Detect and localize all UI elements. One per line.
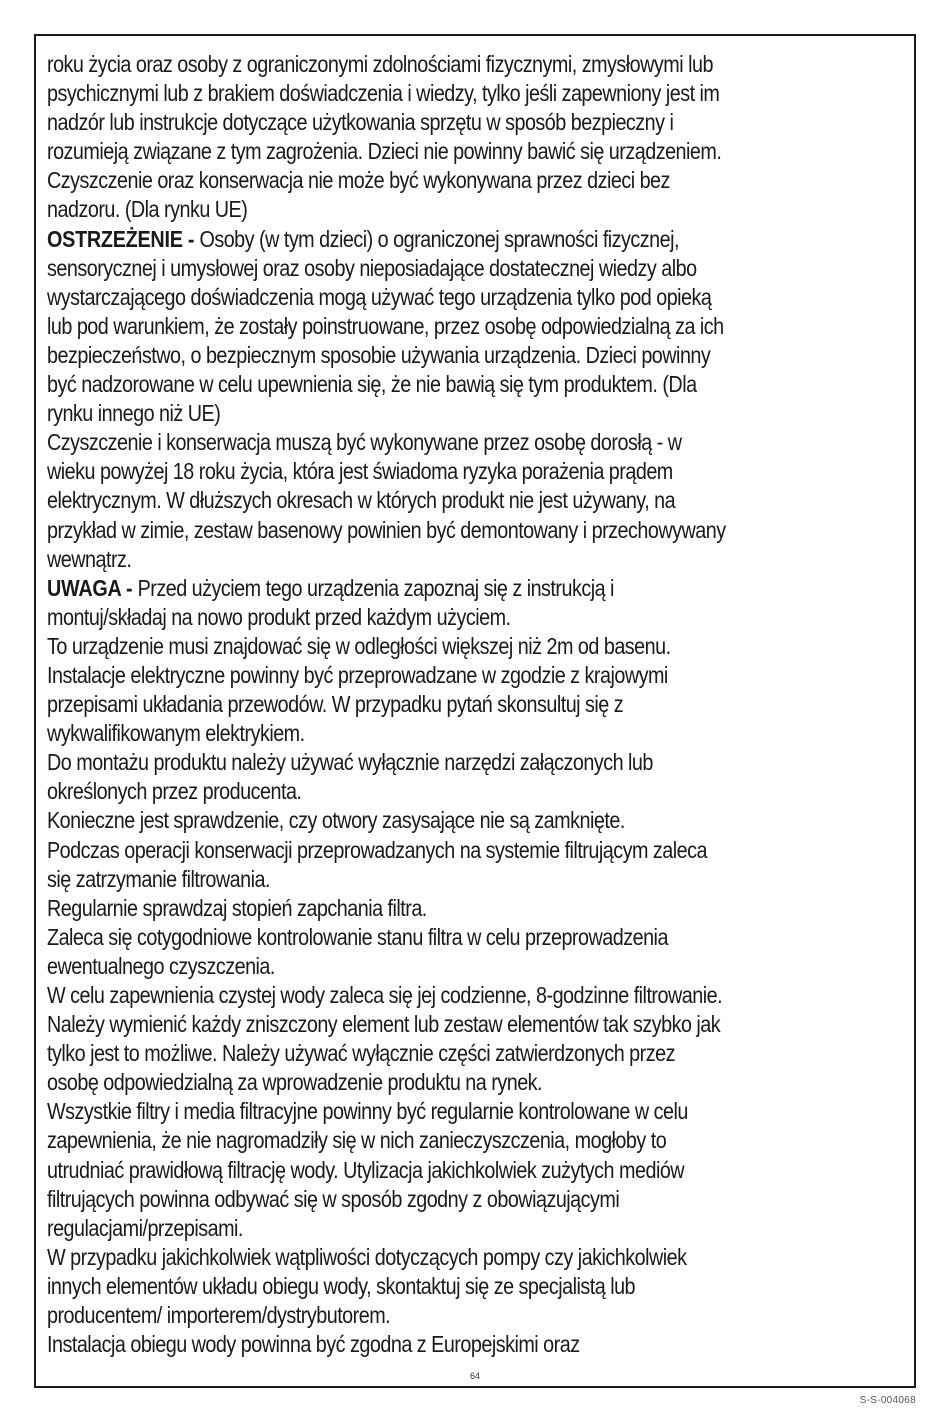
text-line	[47, 865, 792, 894]
text-line-content: przykład w zimie, zestaw basenowy powinien być demontowany i przechowywany	[47, 516, 726, 543]
text-line-content: nadzoru. (Dla rynku UE)	[47, 196, 248, 223]
text-line	[47, 79, 792, 108]
text-line-content: roku życia oraz osoby z ograniczonymi zdolnościami fizycznymi, zmysłowymi lub	[47, 51, 713, 77]
text-line-content: zapewnienia, że nie nagromadziły się w nich zanieczyszczenia, mogłoby to	[47, 1127, 667, 1154]
text-line-content: Osoby (w tym dzieci) o ograniczonej sprawności fizycznej,	[199, 225, 680, 252]
text-line	[47, 137, 792, 166]
text-line-content: montuj/składaj na nowo produkt przed każdym użyciem.	[47, 603, 511, 630]
text-line-content: Instalacja obiegu wody powinna być zgodna z Europejskimi oraz	[47, 1331, 580, 1358]
text-line	[47, 806, 792, 835]
text-line-content: wieku powyżej 18 roku życia, która jest świadoma ryzyka porażenia prądem	[47, 458, 673, 485]
text-line	[47, 195, 792, 224]
text-line-content: sensorycznej i umysłowej oraz osoby nieposiadające dostatecznej wiedzy albo	[47, 254, 697, 281]
body-text	[47, 50, 913, 1359]
text-line-content: wewnątrz.	[47, 545, 132, 572]
text-line-content: elektrycznym. W dłuższych okresach w których produkt nie jest używany, na	[47, 487, 676, 514]
text-line	[47, 399, 792, 428]
text-line	[47, 661, 792, 690]
text-line-content: Należy wymienić każdy zniszczony element lub zestaw elementów tak szybko jak	[47, 1011, 721, 1038]
text-line-content: regulacjami/przepisami.	[47, 1214, 243, 1241]
text-line	[47, 923, 792, 952]
text-line-content: Zaleca się cotygodniowe kontrolowanie stanu filtra w celu przeprowadzenia	[47, 923, 668, 950]
text-line-content: Podczas operacji konserwacji przeprowadzanych na systemie filtrującym zaleca	[47, 836, 707, 863]
text-line-content: Konieczne jest sprawdzenie, czy otwory zasysające nie są zamknięte.	[47, 807, 625, 834]
text-line-content: tylko jest to możliwe. Należy używać wyłącznie części zatwierdzonych przez	[47, 1040, 675, 1067]
text-line	[47, 952, 792, 981]
text-line-content: Do montażu produktu należy używać wyłącznie narzędzi załączonych lub	[47, 749, 653, 776]
document-code: S-S-004068	[859, 1395, 916, 1406]
text-line	[47, 428, 792, 457]
text-line-content: W celu zapewnienia czystej wody zaleca się jej codzienne, 8-godzinne filtrowanie.	[47, 982, 723, 1008]
text-line-content: wystarczającego doświadczenia mogą używać tego urządzenia tylko pod opieką	[47, 283, 712, 310]
text-line	[47, 341, 792, 370]
text-line-content: innych elementów układu obiegu wody, skontaktuj się ze specjalistą lub	[47, 1272, 636, 1299]
text-line-content: przepisami układania przewodów. W przypadku pytań skonsultuj się z	[47, 691, 624, 718]
text-line-content: W przypadku jakichkolwiek wątpliwości dotyczących pompy czy jakichkolwiek	[47, 1243, 687, 1270]
text-line	[47, 108, 792, 137]
text-line-content: być nadzorowane w celu upewnienia się, że nie bawią się tym produktem. (Dla	[47, 371, 697, 398]
text-line	[47, 370, 792, 399]
text-line	[47, 1214, 792, 1243]
text-line	[47, 225, 792, 254]
text-line-content: rozumieją związane z tym zagrożenia. Dzieci nie powinny bawić się urządzeniem.	[47, 138, 722, 165]
text-line	[47, 603, 792, 632]
text-line	[47, 894, 792, 923]
text-line-content: Czyszczenie i konserwacja muszą być wykonywane przez osobę dorosłą - w	[47, 429, 682, 456]
text-line-content: rynku innego niż UE)	[47, 400, 221, 427]
text-line-content: określonych przez producenta.	[47, 778, 302, 805]
text-line-content: To urządzenie musi znajdować się w odległości większej niż 2m od basenu.	[47, 632, 671, 659]
text-line	[47, 1272, 792, 1301]
text-line	[47, 254, 792, 283]
text-line	[47, 1301, 792, 1330]
warning-label: OSTRZEŻENIE -	[47, 225, 200, 252]
text-line	[47, 632, 792, 661]
text-line	[47, 1330, 792, 1359]
text-line	[47, 457, 792, 486]
text-line	[47, 545, 792, 574]
text-line	[47, 50, 792, 79]
text-line-content: ewentualnego czyszczenia.	[47, 952, 275, 979]
text-line-content: osobę odpowiedzialną za wprowadzenie produktu na rynek.	[47, 1069, 543, 1096]
text-line	[47, 981, 792, 1010]
text-line	[47, 1243, 792, 1272]
text-line-content: Przed użyciem tego urządzenia zapoznaj się z instrukcją i	[137, 574, 614, 601]
text-line	[47, 719, 792, 748]
text-line-content: Czyszczenie oraz konserwacja nie może być wykonywana przez dzieci bez	[47, 167, 670, 194]
text-line	[47, 1097, 792, 1126]
text-line-content: Instalacje elektryczne powinny być przeprowadzane w zgodzie z krajowymi	[47, 661, 668, 688]
page-number: 64	[469, 1371, 480, 1381]
warning-label: UWAGA -	[47, 574, 138, 601]
text-line-content: lub pod warunkiem, że zostały poinstruowane, przez osobę odpowiedzialną za ich	[47, 312, 724, 339]
text-line	[47, 1039, 792, 1068]
text-line-content: producentem/ importerem/dystrybutorem.	[47, 1302, 391, 1329]
text-line	[47, 312, 792, 341]
text-line-content: bezpieczeństwo, o bezpiecznym sposobie używania urządzenia. Dzieci powinny	[47, 341, 711, 368]
text-line	[47, 1126, 792, 1155]
text-line	[47, 777, 792, 806]
text-line-content: utrudniać prawidłową filtrację wody. Utylizacja jakichkolwiek zużytych mediów	[47, 1156, 685, 1183]
text-line	[47, 1185, 792, 1214]
text-line	[47, 1010, 792, 1039]
text-line	[47, 1068, 792, 1097]
text-line-content: się zatrzymanie filtrowania.	[47, 865, 271, 892]
text-line	[47, 486, 792, 515]
text-line-content: Wszystkie filtry i media filtracyjne powinny być regularnie kontrolowane w celu	[47, 1098, 688, 1125]
text-line	[47, 574, 792, 603]
text-line-content: psychicznymi lub z brakiem doświadczenia i wiedzy, tylko jeśli zapewniony jest im	[47, 80, 720, 107]
text-line	[47, 836, 792, 865]
text-line	[47, 516, 792, 545]
text-line	[47, 283, 792, 312]
text-line	[47, 166, 792, 195]
text-line-content: filtrujących powinna odbywać się w sposób zgodny z obowiązującymi	[47, 1185, 620, 1212]
text-line-content: Regularnie sprawdzaj stopień zapchania filtra.	[47, 894, 427, 921]
text-line	[47, 690, 792, 719]
text-line-content: wykwalifikowanym elektrykiem.	[47, 720, 305, 747]
text-line	[47, 1156, 792, 1185]
text-line	[47, 748, 792, 777]
text-line-content: nadzór lub instrukcje dotyczące użytkowania sprzętu w sposób bezpieczny i	[47, 109, 674, 136]
